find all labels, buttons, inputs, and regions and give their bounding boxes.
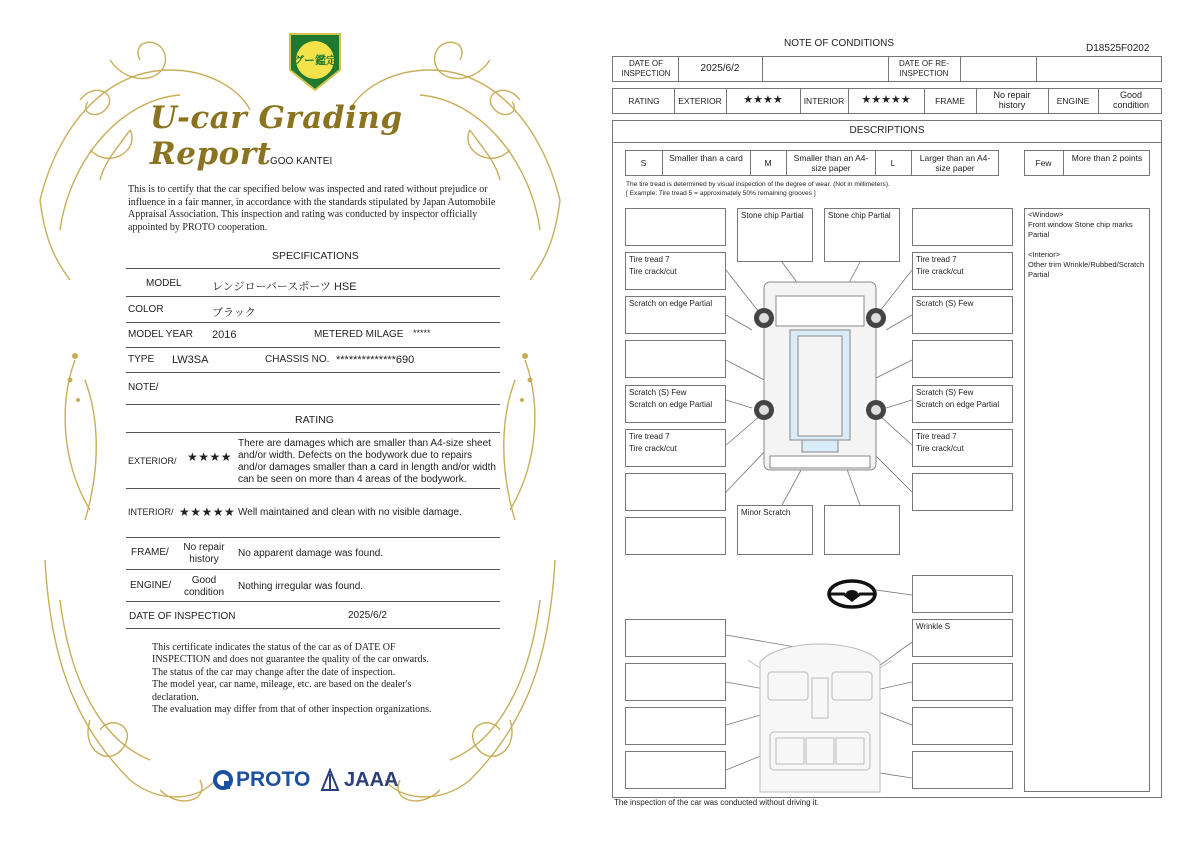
divider [126, 432, 500, 433]
interior-label: INTERIOR [803, 96, 845, 106]
jaaa-logo-text: JAAA [344, 768, 399, 791]
damage-note-box [824, 505, 900, 555]
exterior-stars: ★★★★ [187, 450, 233, 464]
damage-note-box [912, 663, 1013, 701]
model-year-value: 2016 [212, 329, 237, 341]
footer-line: The status of the car may change after the date of inspection. [152, 666, 396, 678]
proto-logo [212, 768, 310, 792]
engine-label: ENGINE [1056, 96, 1090, 106]
date-of-inspection-value: 2025/6/2 [700, 63, 740, 74]
engine-label: ENGINE/ [130, 580, 172, 591]
divider [126, 488, 500, 489]
damage-note-text: Scratch (S) Few Scratch on edge Partial [629, 388, 713, 409]
damage-note-text: Minor Scratch [741, 508, 791, 517]
proto-logo-icon [212, 769, 234, 791]
damage-note-box [912, 473, 1013, 511]
date-of-inspection-label: DATE OF INSPECTION [621, 59, 671, 78]
inspection-date-label: DATE OF INSPECTION [129, 611, 236, 622]
footer-line: This certificate indicates the status of the car as of DATE OF [152, 642, 396, 653]
damage-note-text: Wrinkle S [916, 622, 951, 631]
interior-description: Well maintained and clean with no visible damage. [238, 507, 462, 518]
badge-text: グー鑑定 [293, 54, 337, 67]
damage-note-box [625, 473, 726, 511]
divider [126, 537, 500, 538]
inspection-date-value: 2025/6/2 [348, 610, 387, 621]
damage-note-box [625, 517, 726, 555]
damage-note-text: Scratch (S) Few [916, 299, 974, 308]
conditions-heading: NOTE OF CONDITIONS [784, 38, 894, 49]
damage-note-box [625, 208, 726, 246]
steering-wheel-icon [826, 578, 878, 610]
engine-value: Good condition [183, 575, 225, 598]
damage-note-text: Tire tread 7 Tire crack/cut [629, 255, 677, 276]
legend-code-s: S [640, 158, 647, 168]
jaaa-logo-icon [320, 768, 340, 792]
legend-code-few: Few [1035, 158, 1052, 168]
jaaa-logo [320, 768, 398, 792]
interior-label: INTERIOR/ [128, 507, 174, 517]
chassis-value: **************690 [336, 354, 415, 366]
footer-line: declaration. [152, 691, 199, 703]
color-value: ブラック [212, 307, 256, 319]
rating-heading: RATING [295, 414, 334, 426]
color-label: COLOR [128, 304, 164, 315]
report-subtitle: GOO KANTEI [270, 156, 333, 167]
exterior-stars: ★★★★ [743, 94, 783, 106]
damage-note-box [912, 707, 1013, 745]
footer-line: The model year, car name, mileage, etc. are based on the dealer's [152, 679, 412, 691]
damage-note-box [625, 340, 726, 378]
frame-label: FRAME [935, 96, 965, 106]
side-notes-text: <Window> Front window Stone chip marks Partial <Interior> Other trim Wrinkle/Rubbed/Scratch Partial [1028, 210, 1145, 279]
note-label: NOTE/ [128, 382, 159, 393]
goo-kantei-badge [286, 30, 344, 94]
certificate-intro: This is to certify that the car specified below was inspected and rated without prejudice or influence in a fair manner, in accordance with the standards stipulated by Japan Automobile Appraisal Association. This inspection and rating was conducted by inspector officially appointed by PROTO cooperation. [128, 184, 496, 233]
divider [126, 347, 500, 348]
damage-note-text: Tire tread 7 Tire crack/cut [916, 432, 964, 453]
legend-text-m: Smaller than an A4-size paper [793, 153, 869, 173]
legend-text-l: Larger than an A4-size paper [919, 153, 991, 173]
divider [126, 601, 500, 602]
divider [126, 296, 500, 297]
tire-note-line: [ Example: Tire tread 5 = approximately 50% remaining grooves ] [626, 190, 816, 197]
divider [126, 372, 500, 373]
frame-value: No repair history [183, 542, 225, 565]
footer-line: INSPECTION and does not guarantee the quality of the car onwards. [152, 654, 429, 666]
descriptions-heading: DESCRIPTIONS [849, 125, 925, 136]
mileage-label: METERED MILAGE [314, 329, 404, 340]
damage-note-box [625, 751, 726, 789]
engine-description: Nothing irregular was found. [238, 581, 364, 592]
divider [126, 628, 500, 629]
damage-note-text: Scratch (S) Few Scratch on edge Partial [916, 388, 1000, 409]
damage-note-text: Scratch on edge Partial [629, 299, 713, 308]
rating-label: RATING [628, 96, 660, 106]
damage-note-box [912, 340, 1013, 378]
model-value: レンジローバースポーツ HSE [212, 281, 357, 293]
interior-stars: ★★★★★ [179, 505, 236, 519]
bottom-note: The inspection of the car was conducted without driving it. [614, 798, 819, 807]
damage-note-box [625, 663, 726, 701]
footer-line: The evaluation may differ from that of other inspection organizations. [152, 704, 432, 716]
chassis-label: CHASSIS NO. [265, 354, 330, 365]
damage-note-text: Tire tread 7 Tire crack/cut [629, 432, 677, 453]
car-interior-diagram [740, 632, 900, 796]
damage-note-box [625, 619, 726, 657]
model-label: MODEL [146, 278, 182, 289]
legend-code-m: M [764, 158, 772, 168]
divider [126, 322, 500, 323]
exterior-description: There are damages which are smaller than A4-size sheet and/or width. Defects on the bodywork due to repairs and/or damages smaller than a card in length and/or width can be seen on more than 4 areas of the bodywork. [238, 438, 496, 485]
type-label: TYPE [128, 354, 155, 365]
divider [126, 404, 500, 405]
damage-note-text: Stone chip Partial [741, 211, 804, 220]
report-title: U-car Grading Report [150, 100, 403, 172]
document-id: D18525F0202 [1086, 43, 1150, 54]
divider [126, 268, 500, 269]
divider [126, 569, 500, 570]
legend-code-l: L [890, 158, 896, 168]
damage-note-text: Stone chip Partial [828, 211, 891, 220]
car-top-view-diagram [750, 272, 890, 480]
frame-label: FRAME/ [131, 547, 169, 558]
interior-stars: ★★★★★ [861, 94, 911, 106]
damage-note-box [912, 575, 1013, 613]
note-of-conditions [600, 0, 1200, 848]
frame-value: No repair history [993, 90, 1031, 110]
type-value: LW3SA [172, 354, 209, 366]
engine-value: Good condition [1112, 90, 1150, 110]
certificate-footer [152, 642, 492, 716]
mileage-value: ***** [413, 328, 431, 338]
damage-note-text: Tire tread 7 Tire crack/cut [916, 255, 964, 276]
frame-description: No apparent damage was found. [238, 548, 384, 559]
damage-note-box [625, 707, 726, 745]
tire-note-line: The tire tread is determined by visual inspection of the degree of wear. (Not in millimeters). [626, 181, 890, 188]
specifications-heading: SPECIFICATIONS [272, 250, 359, 262]
legend-text-s: Smaller than a card [669, 153, 743, 163]
date-of-reinspection-label: DATE OF RE-INSPECTION [898, 59, 950, 78]
damage-note-box [912, 208, 1013, 246]
legend-text-few: More than 2 points [1071, 153, 1143, 163]
proto-logo-text: PROTO [236, 768, 311, 791]
exterior-label: EXTERIOR [678, 96, 722, 106]
model-year-label: MODEL YEAR [128, 329, 194, 340]
exterior-label: EXTERIOR/ [128, 456, 177, 466]
damage-note-box [912, 751, 1013, 789]
